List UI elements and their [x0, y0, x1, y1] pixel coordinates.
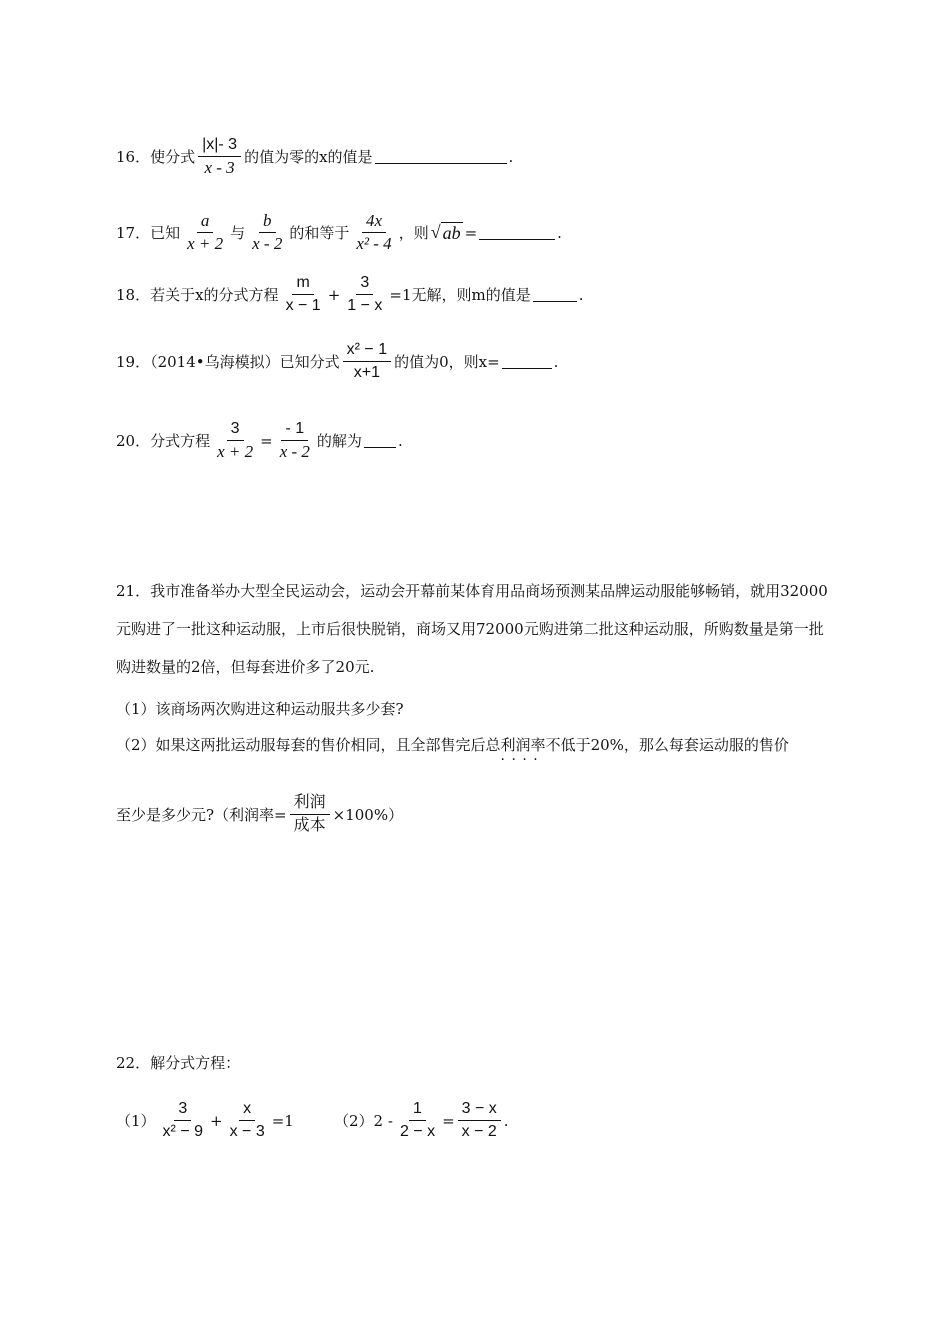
q22-p2-f1-denominator: 2 − x	[399, 1123, 436, 1140]
question-17	[116, 210, 562, 255]
q18-f1-numerator: m	[292, 272, 313, 295]
q17-sqrt	[431, 222, 463, 244]
q21-sub3-eq: =	[274, 805, 287, 824]
q17-f1-denominator: x + 2	[187, 234, 224, 253]
q17-mid2: 的和等于	[289, 224, 350, 242]
question-21-part-2	[116, 734, 789, 755]
question-21-text: 21．我市准备举办大型全民运动会，运动会开幕前某体育用品商场预测某品牌运动服能够畅销，就用32000元购进了一批这种运动服，上市后很快脱销，商场又用72000元购进第二批这种运动服，所购数量是第一批购进数量的2倍，但每套进价多了20元.	[116, 582, 828, 676]
q22-p2-fraction-2	[458, 1098, 501, 1143]
question-21-part-1: （1）该商场两次购进这种运动服共多少套?	[116, 700, 404, 718]
q22-p1-end: =1	[271, 1111, 294, 1130]
q22-p2-end: .	[503, 1111, 509, 1130]
q21-sub2-b: 不低于20%，那么每套运动服的售价	[545, 736, 789, 754]
q18-answer-blank[interactable]	[533, 287, 577, 302]
q20-prefix: 20．分式方程	[116, 432, 211, 450]
q20-f2-numerator: - 1	[281, 418, 308, 441]
q20-eq: =	[260, 431, 273, 450]
q22-p1-f1-denominator: x² − 9	[162, 1123, 204, 1140]
q17-mid1: 与	[230, 224, 246, 242]
q17-eq: =	[464, 223, 478, 242]
q20-f1-numerator: 3	[227, 418, 244, 441]
question-18	[116, 272, 584, 317]
q21-sub2-emphasis: 利润率 · · · ·	[501, 736, 546, 754]
q17-answer-blank[interactable]	[479, 225, 555, 240]
q22-p1-label: （1）	[116, 1112, 156, 1130]
q22-p2-f2-denominator: x − 2	[461, 1123, 497, 1140]
q19-answer-blank[interactable]	[502, 354, 552, 369]
q20-answer-blank[interactable]	[364, 433, 396, 448]
q19-numerator: x² − 1	[343, 339, 391, 362]
q20-suffix: 的解为	[316, 432, 362, 450]
q16-answer-blank[interactable]	[375, 149, 507, 164]
q16-fraction	[198, 134, 241, 179]
q16-end: .	[508, 147, 514, 166]
question-21-part-2-continued	[116, 792, 403, 837]
q17-f3-numerator: 4x	[362, 210, 386, 233]
q20-end: .	[397, 431, 403, 450]
q17-mid3: ，则	[398, 224, 429, 242]
q16-prefix: 16．使分式	[116, 148, 196, 166]
q18-suffix: =1无解，则m的值是	[389, 286, 531, 304]
q16-denominator: x - 3	[204, 158, 235, 177]
q17-fraction-a	[183, 210, 227, 255]
q18-prefix: 18．若关于x的分式方程	[116, 286, 279, 304]
q22-p2-f2-numerator: 3 − x	[458, 1098, 501, 1121]
q22-p2-f1-numerator: 1	[409, 1098, 426, 1121]
q17-sqrt-body: ab	[442, 222, 461, 243]
q20-fraction-2	[276, 418, 314, 463]
q21-profit-numerator: 利润	[290, 792, 330, 815]
q22-p2-eq: =	[442, 1111, 455, 1130]
q21-sub2-a: （2）如果这两批运动服每套的售价相同，且全部售完后总	[116, 736, 501, 754]
question-22-part-1	[116, 1098, 294, 1143]
q17-f2-numerator: b	[259, 210, 276, 233]
question-16	[116, 134, 513, 179]
q17-fraction-b	[248, 210, 286, 255]
q18-f1-denominator: x − 1	[285, 297, 321, 314]
q22-p1-plus: +	[210, 1111, 223, 1130]
q20-f1-denominator: x + 2	[217, 442, 254, 461]
q18-end: .	[578, 285, 584, 304]
q21-sub3-suffix: ×100%）	[332, 806, 404, 824]
question-22-part-2	[334, 1098, 509, 1143]
q21-sub3-prefix: 至少是多少元?（利润率	[116, 806, 275, 824]
q19-end: .	[553, 352, 559, 371]
q22-p1-f2-numerator: x	[239, 1098, 255, 1121]
q19-suffix: 的值为0，则x=	[394, 353, 500, 371]
q17-fraction-c	[352, 210, 395, 255]
q22-p1-f2-denominator: x − 3	[229, 1123, 265, 1140]
q22-p2-label: （2）2 -	[334, 1112, 393, 1130]
q17-prefix: 17．已知	[116, 224, 181, 242]
q18-fraction-2	[343, 272, 386, 317]
q21-profit-fraction	[290, 792, 330, 837]
q19-fraction	[343, 339, 391, 384]
q18-f2-denominator: 1 − x	[347, 297, 383, 314]
q21-profit-denominator: 成本	[293, 817, 326, 834]
q22-p1-fraction-2	[226, 1098, 269, 1143]
question-19	[116, 339, 558, 384]
q22-p1-fraction-1	[159, 1098, 207, 1143]
q22-p1-f1-numerator: 3	[174, 1098, 191, 1121]
q19-denominator: x+1	[353, 364, 380, 381]
q17-f3-denominator: x² - 4	[356, 234, 392, 253]
q18-f2-numerator: 3	[356, 272, 373, 295]
q17-end: .	[557, 223, 562, 242]
q17-f2-denominator: x - 2	[252, 234, 283, 253]
q16-numerator: |x|- 3	[198, 134, 241, 157]
q18-fraction-1	[282, 272, 325, 317]
q19-prefix: 19．（2014•乌海模拟）已知分式	[116, 353, 340, 371]
q22-p2-fraction-1	[396, 1098, 439, 1143]
q16-suffix: 的值为零的x的值是	[244, 148, 373, 166]
question-22-title: 22．解分式方程：	[116, 1054, 241, 1072]
q20-fraction-1	[213, 418, 257, 463]
question-20	[116, 418, 403, 463]
sqrt-sign-icon: √	[430, 222, 441, 242]
q18-plus: +	[327, 285, 341, 304]
q17-f1-numerator: a	[197, 210, 214, 233]
q20-f2-denominator: x - 2	[279, 442, 310, 461]
